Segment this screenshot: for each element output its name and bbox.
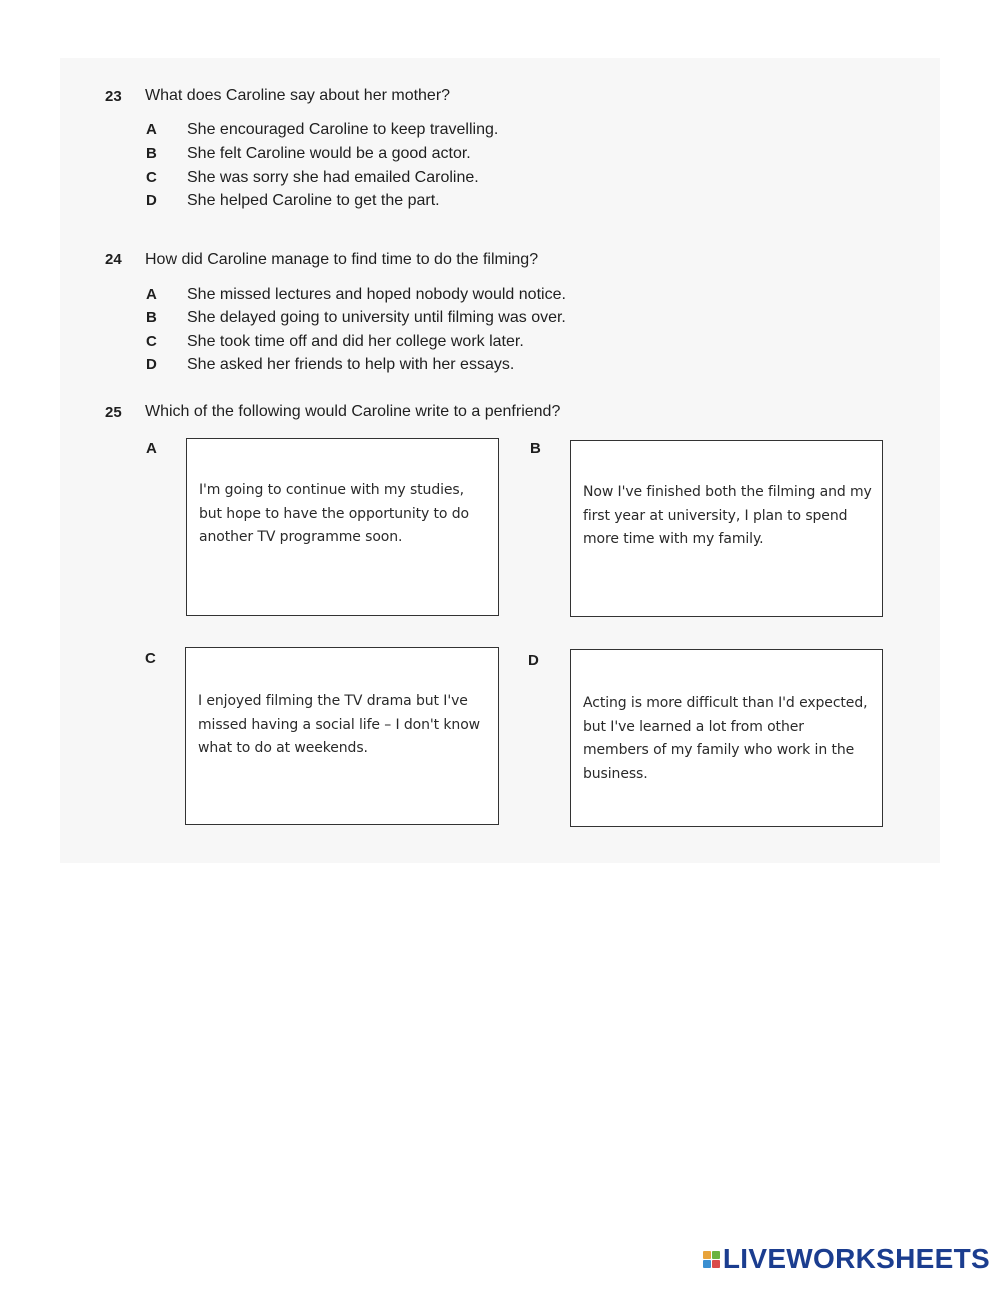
logo-text: LIVEWORKSHEETS (722, 1243, 990, 1274)
option-letter: B (146, 145, 157, 162)
option-letter: D (146, 192, 157, 209)
option-text[interactable]: She missed lectures and hoped nobody would notice. (187, 286, 566, 303)
box-letter-d: D (528, 652, 539, 669)
option-text[interactable]: She felt Caroline would be a good actor. (187, 145, 471, 162)
liveworksheets-logo[interactable] (703, 1243, 990, 1275)
answer-box-text: Acting is more difficult than I'd expected, but I've learned a lot from other members of my family who work in the business. (583, 695, 868, 782)
option-text[interactable]: She asked her friends to help with her essays. (187, 356, 515, 373)
logo-block-1 (703, 1251, 711, 1259)
option-text[interactable]: She took time off and did her college work later. (187, 333, 524, 350)
answer-box-text: Now I've finished both the filming and my first year at university, I plan to spend more time with my family. (583, 484, 872, 547)
box-letter-b: B (530, 440, 541, 457)
logo-block-4 (712, 1260, 720, 1268)
answer-box-a[interactable] (186, 438, 499, 616)
logo-blocks-icon (703, 1251, 720, 1268)
option-text[interactable]: She was sorry she had emailed Caroline. (187, 169, 479, 186)
option-letter: A (146, 121, 157, 138)
question-text: What does Caroline say about her mother? (145, 87, 451, 104)
logo-block-2 (712, 1251, 720, 1259)
answer-box-text: I'm going to continue with my studies, but hope to have the opportunity to do another TV programme soon. (199, 482, 469, 545)
question-number: 25 (105, 404, 122, 421)
question-text: How did Caroline manage to find time to do the filming? (145, 251, 539, 268)
question-number: 24 (105, 251, 122, 268)
box-letter-c: C (145, 650, 156, 667)
box-letter-a: A (146, 440, 157, 457)
answer-box-d[interactable] (570, 649, 883, 827)
worksheet-page (60, 58, 940, 863)
option-text[interactable]: She delayed going to university until filming was over. (187, 309, 566, 326)
answer-box-c[interactable] (185, 647, 499, 825)
option-letter: B (146, 309, 157, 326)
option-letter: D (146, 356, 157, 373)
option-text[interactable]: She encouraged Caroline to keep travelling. (187, 121, 499, 138)
option-letter: C (146, 169, 157, 186)
question-number: 23 (105, 88, 122, 105)
answer-box-b[interactable] (570, 440, 883, 617)
option-text[interactable]: She helped Caroline to get the part. (187, 192, 440, 209)
answer-box-text: I enjoyed filming the TV drama but I've missed having a social life – I don't know what to do at weekends. (198, 693, 481, 756)
option-letter: A (146, 286, 157, 303)
question-text: Which of the following would Caroline write to a penfriend? (145, 403, 561, 420)
logo-block-3 (703, 1260, 711, 1268)
option-letter: C (146, 333, 157, 350)
